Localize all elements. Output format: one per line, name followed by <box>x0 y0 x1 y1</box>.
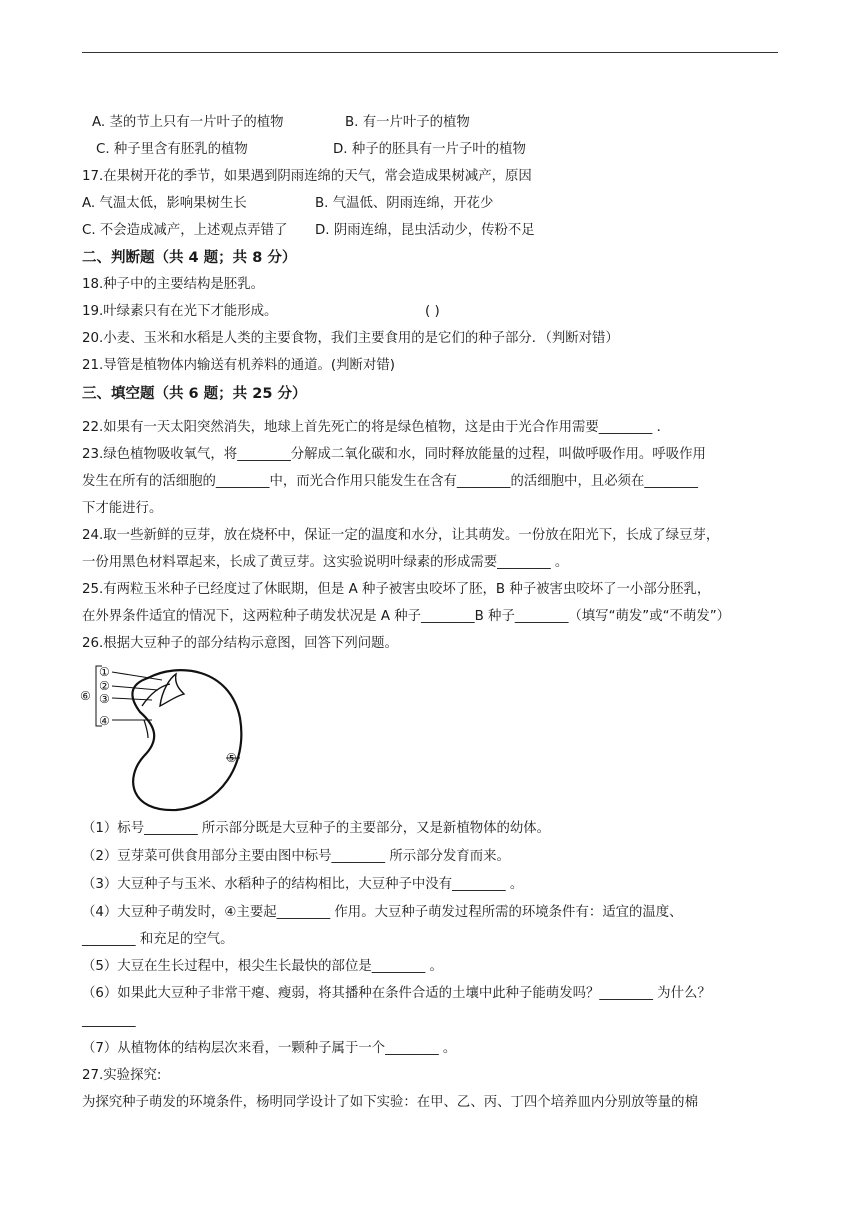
q26-sub6-line2: ________ <box>82 1013 136 1028</box>
q23-line1: 23.绿色植物吸收氧气，将________分解成二氧化碳和水，同时释放能量的过程，叫做呼吸作用。呼吸作用 <box>82 447 706 462</box>
diagram-label-6: ⑥ <box>80 689 91 703</box>
q25-line1: 25.有两粒玉米种子已经度过了休眠期，但是 A 种子被害虫咬坏了胚，B 种子被害虫咬坏了一小部分胚乳， <box>82 582 711 597</box>
q27-stem: 27.实验探究: <box>82 1068 162 1083</box>
diagram-label-3: ③ <box>99 692 110 706</box>
q16-option-d: D. 种子的胚具有一片子叶的植物 <box>333 142 526 157</box>
q27-line1: 为探究种子萌发的环境条件，杨明同学设计了如下实验：在甲、乙、丙、丁四个培养皿内分别放等量的棉 <box>82 1095 698 1110</box>
q20: 20.小麦、玉米和水稻是人类的主要食物，我们主要食用的是它们的种子部分．（判断对错） <box>82 331 619 346</box>
q22: 22.如果有一天太阳突然消失，地球上首先死亡的将是绿色植物，这是由于光合作用需要________ ． <box>82 420 670 435</box>
radicle-shape <box>144 720 148 738</box>
q18: 18.种子中的主要结构是胚乳。 <box>82 277 264 292</box>
q25-line2: 在外界条件适宜的情况下，这两粒种子萌发状况是 A 种子________B 种子________（填写“萌发”或“不萌发”） <box>82 609 731 624</box>
q23-line2: 发生在所有的活细胞的________中，而光合作用只能发生在含有________的活细胞中，且必须在________ <box>82 474 698 489</box>
q26-sub2: （2）豆芽菜可供食用部分主要由图中标号________ 所示部分发育而来。 <box>82 849 510 864</box>
q26-sub4-line1: （4）大豆种子萌发时，④主要起________ 作用。大豆种子萌发过程所需的环境条件有：适宜的温度、 <box>82 905 683 920</box>
q26-stem: 26.根据大豆种子的部分结构示意图，回答下列问题。 <box>82 636 398 651</box>
section3-heading: 三、填空题（共 6 题；共 25 分） <box>82 386 307 402</box>
q24-line1: 24.取一些新鲜的豆芽，放在烧杯中，保证一定的温度和水分，让其萌发。一份放在阳光下，长成了绿豆芽， <box>82 528 720 543</box>
q16-option-b: B. 有一片叶子的植物 <box>345 115 470 130</box>
q21: 21.导管是植物体内输送有机养料的通道。(判断对错) <box>82 358 395 373</box>
q17-option-c: C. 不会造成减产，上述观点弄错了 <box>82 223 288 238</box>
section2-heading: 二、判断题（共 4 题；共 8 分） <box>82 250 297 266</box>
soybean-seed-diagram <box>78 660 248 812</box>
diagram-label-4: ④ <box>99 714 110 728</box>
diagram-label-1: ① <box>99 665 110 679</box>
q23-line3: 下才能进行。 <box>82 501 163 516</box>
q26-sub5: （5）大豆在生长过程中，根尖生长最快的部位是________ 。 <box>82 959 443 974</box>
q26-sub1: （1）标号________ 所示部分既是大豆种子的主要部分，又是新植物体的幼体。 <box>82 821 551 836</box>
q26-sub6-line1: （6）如果此大豆种子非常干瘪、瘦弱，将其播种在条件合适的土壤中此种子能萌发吗？________ 为什么？ <box>82 986 711 1001</box>
plumule-shape <box>160 674 184 706</box>
q26-sub3: （3）大豆种子与玉米、水稻种子的结构相比，大豆种子中没有________ 。 <box>82 877 524 892</box>
q16-option-c: C. 种子里含有胚乳的植物 <box>96 142 248 157</box>
diagram-label-2: ② <box>99 679 110 693</box>
diagram-label-5: ⑤ <box>226 751 237 765</box>
q26-sub7: （7）从植物体的结构层次来看，一颗种子属于一个________ 。 <box>82 1041 457 1056</box>
q19-answer-paren: ( ) <box>425 304 440 319</box>
q17-option-a: A. 气温太低，影响果树生长 <box>82 196 247 211</box>
q17-option-d: D. 阴雨连绵，昆虫活动少，传粉不足 <box>315 223 535 238</box>
q19: 19.叶绿素只有在光下才能形成。 <box>82 304 278 319</box>
q16-option-a: A. 茎的节上只有一片叶子的植物 <box>92 115 284 130</box>
q24-line2: 一份用黑色材料罩起来，长成了黄豆芽。这实验说明叶绿素的形成需要________ 。 <box>82 555 569 570</box>
q17-option-b: B. 气温低、阴雨连绵，开花少 <box>315 196 494 211</box>
q26-sub4-line2: ________ 和充足的空气。 <box>82 932 234 947</box>
seed-coat-outline <box>132 670 241 810</box>
header-rule <box>82 52 778 53</box>
q17-stem: 17.在果树开花的季节，如果遇到阴雨连绵的天气，常会造成果树减产，原因 <box>82 169 532 184</box>
